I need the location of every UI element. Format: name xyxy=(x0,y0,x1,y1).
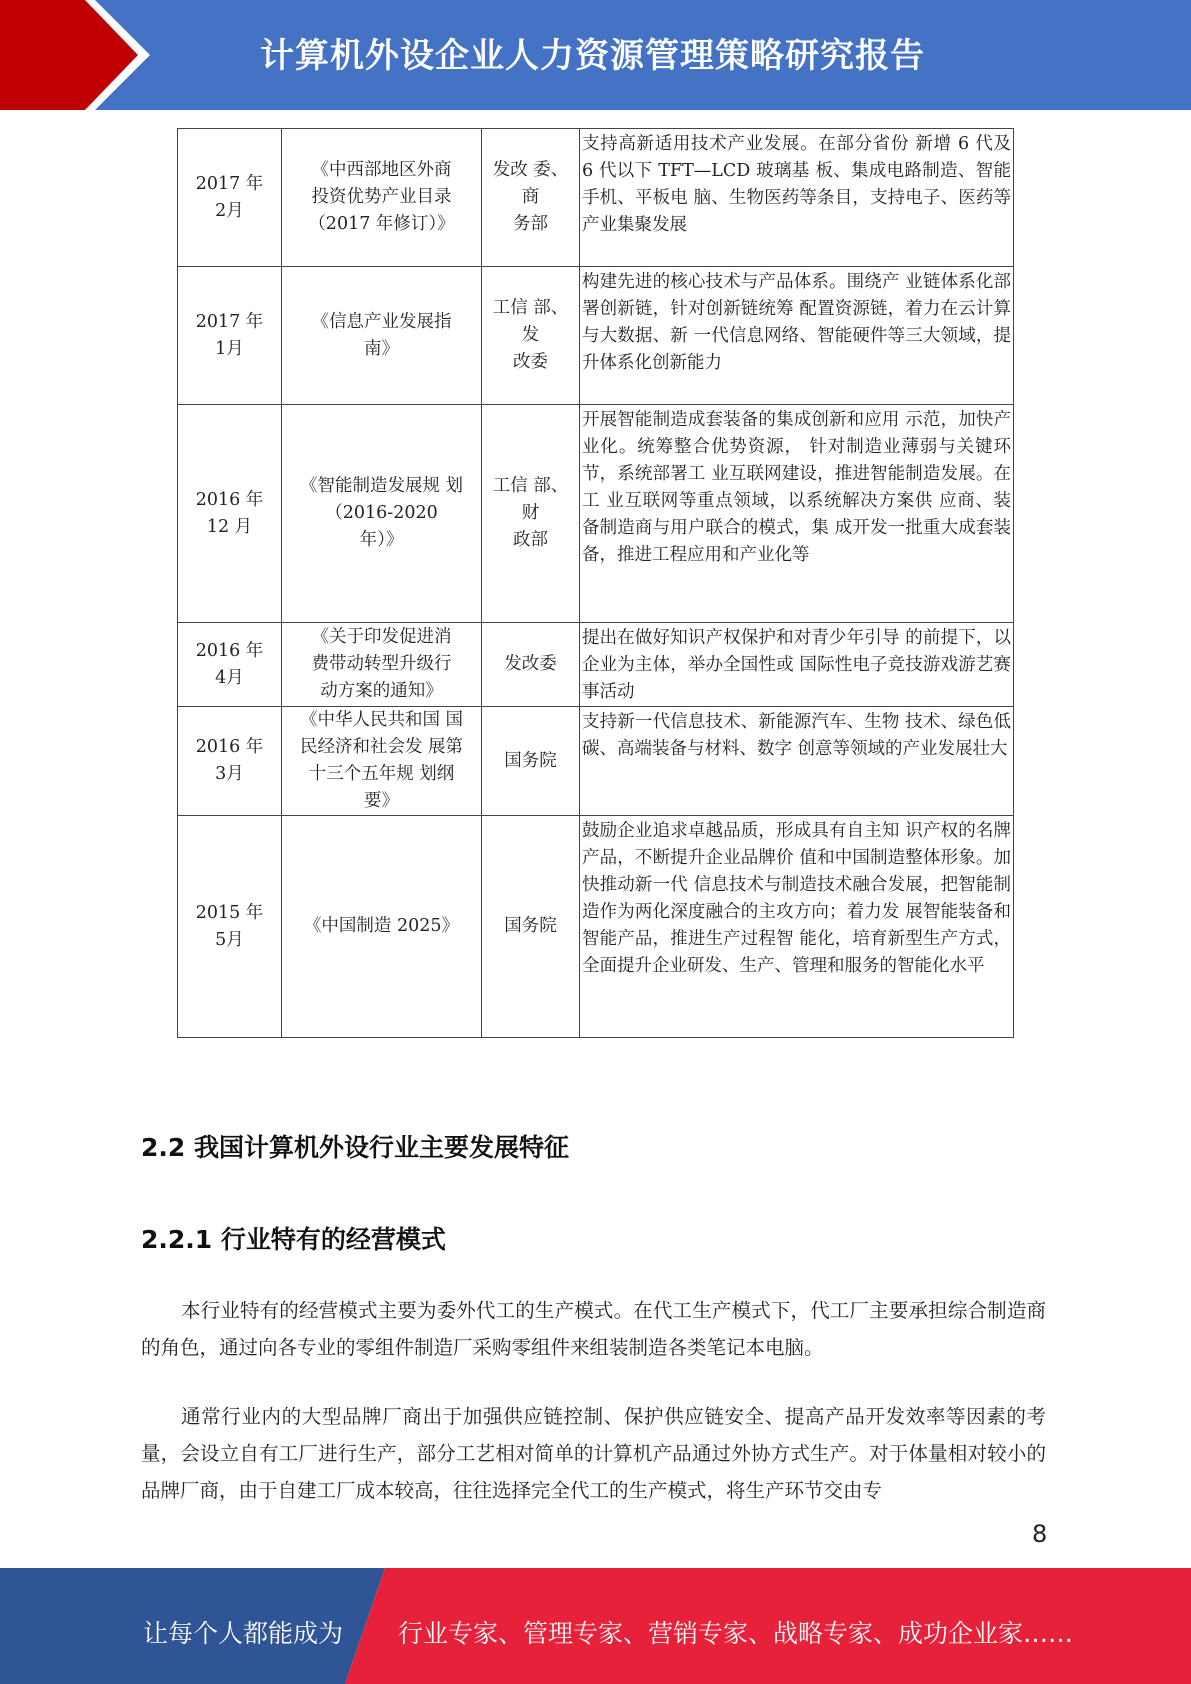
date-cell-line: 2015 年 xyxy=(195,902,264,923)
document-cell-line: 《中华人民共和国 国 xyxy=(299,710,464,730)
department-cell xyxy=(482,707,580,816)
table-row xyxy=(178,267,1014,405)
department-cell-line: 发改 委、 xyxy=(492,160,569,180)
date-cell xyxy=(178,707,282,816)
date-cell-line: 2017 年 xyxy=(195,311,264,332)
department-cell-line: 国务院 xyxy=(504,916,557,936)
document-cell-line: 《关于印发促进消 xyxy=(311,627,452,647)
date-cell xyxy=(178,816,282,1038)
date-cell-line: 3月 xyxy=(215,764,244,784)
description-cell: 开展智能制造成套装备的集成创新和应用 示范，加快产业化。统筹整合优势资源， 针对制造业薄弱与关键环节，系统部署工 业互联网建设，推进智能制造发展。在工 业互联网等重点领域，以系统解决方案供 应商、装备制造商与用户联合的模式，集 成开发一批重大成套装备，推进工程应用和产业化等 xyxy=(580,405,1014,623)
description-cell: 支持高新适用技术产业发展。在部分省份 新增 6 代及 6 代以下 TFT—LCD 玻璃基 板、集成电路制造、智能手机、平板电 脑、生物医药等条目，支持电子、医药等 产业集聚发展 xyxy=(580,129,1014,267)
department-cell xyxy=(482,129,580,267)
document-cell-line: 年）》 xyxy=(359,530,404,550)
section-heading-2-2: 2.2 我国计算机外设行业主要发展特征 xyxy=(141,1133,569,1162)
policy-table xyxy=(177,128,1014,1038)
department-cell-line: 工信 部、 xyxy=(492,298,569,318)
description-cell: 构建先进的核心技术与产品体系。围绕产 业链体系化部署创新链，针对创新链统筹 配置资源链，着力在云计算与大数据、新 一代信息网络、智能硬件等三大领域，提 升体系化创新能力 xyxy=(580,267,1014,405)
table-row xyxy=(178,405,1014,623)
document-cell-line: 南》 xyxy=(364,338,399,359)
document-cell-line: 《信息产业发展指 xyxy=(311,311,452,332)
table-row xyxy=(178,816,1014,1038)
date-cell-line: 2016 年 xyxy=(195,489,264,510)
document-cell-line: （2016-2020 xyxy=(325,503,438,523)
department-cell-line: 工信 部、 xyxy=(492,476,569,496)
department-cell-line: 国务院 xyxy=(504,750,557,771)
document-cell-line: 动方案的通知》 xyxy=(320,681,443,701)
department-cell xyxy=(482,267,580,405)
document-cell xyxy=(282,707,482,816)
date-cell xyxy=(178,405,282,623)
document-cell-line: 要》 xyxy=(364,791,399,811)
department-cell xyxy=(482,623,580,707)
document-cell-line: 民经济和社会发 展第 xyxy=(299,737,464,757)
document-cell-line: 《智能制造发展规 划 xyxy=(299,476,464,496)
department-cell-line: 务部 xyxy=(513,214,548,234)
document-cell-line: 《中西部地区外商 xyxy=(311,160,452,180)
footer-slogan-left: 让每个人都能成为 xyxy=(143,1619,344,1648)
date-cell xyxy=(178,129,282,267)
department-cell-line: 政部 xyxy=(513,530,548,550)
document-cell xyxy=(282,129,482,267)
document-cell xyxy=(282,816,482,1038)
document-cell xyxy=(282,405,482,623)
document-cell-line: 十三个五年规 划纲 xyxy=(308,764,455,784)
document-cell xyxy=(282,267,482,405)
date-cell-line: 2016 年 xyxy=(195,640,264,661)
date-cell-line: 12 月 xyxy=(206,516,253,537)
department-cell-line: 发改委 xyxy=(504,654,557,674)
document-cell-line: （2017 年修订）》 xyxy=(308,214,455,234)
page-footer xyxy=(0,1568,1191,1684)
description-cell: 提出在做好知识产权保护和对青少年引导 的前提下，以企业为主体，举办全国性或 国际性电子竞技游戏游艺赛事活动 xyxy=(580,623,1014,707)
department-cell-line: 财 xyxy=(521,503,540,523)
date-cell-line: 5月 xyxy=(215,929,244,950)
document-cell-line: 投资优势产业目录 xyxy=(311,187,452,207)
date-cell-line: 2017 年 xyxy=(195,173,264,194)
date-cell xyxy=(178,623,282,707)
description-cell: 鼓励企业追求卓越品质，形成具有自主知 识产权的名牌产品，不断提升企业品牌价 值和中国制造整体形象。加快推动新一代 信息技术与制造技术融合发展，把智能制 造作为两化深度融合的主攻方向；着力发 展智能装备和智能产品，推进生产过程智 能化，培育新型生产方式，全面提升企业研发、生产、管理和服务的智能化水平 xyxy=(580,816,1014,1038)
department-cell xyxy=(482,816,580,1038)
table-row xyxy=(178,623,1014,707)
footer-slogan-right: 行业专家、管理专家、营销专家、战略专家、成功企业家…… xyxy=(398,1619,1074,1648)
header-arrow-accent xyxy=(0,0,150,110)
table-row xyxy=(178,129,1014,267)
table-row xyxy=(178,707,1014,816)
date-cell xyxy=(178,267,282,405)
page-number: 8 xyxy=(1032,1520,1048,1548)
department-cell xyxy=(482,405,580,623)
date-cell-line: 2月 xyxy=(215,200,244,221)
body-paragraph: 本行业特有的经营模式主要为委外代工的生产模式。在代工生产模式下，代工厂主要承担综合制造商的角色，通过向各专业的零组件制造厂采购零组件来组装制造各类笔记本电脑。 xyxy=(141,1299,1046,1359)
body-paragraph: 通常行业内的大型品牌厂商出于加强供应链控制、保护供应链安全、提高产品开发效率等因素的考量，会设立自有工厂进行生产，部分工艺相对简单的计算机产品通过外协方式生产。对于体量相对较小的品牌厂商，由于自建工厂成本较高，往往选择完全代工的生产模式，将生产环节交由专 xyxy=(141,1405,1046,1502)
report-title: 计算机外设企业人力资源管理策略研究报告 xyxy=(260,36,925,76)
document-cell xyxy=(282,623,482,707)
date-cell-line: 4月 xyxy=(215,667,244,688)
section-heading-2-2-1: 2.2.1 行业特有的经营模式 xyxy=(141,1225,446,1254)
document-cell-line: 费带动转型升级行 xyxy=(311,654,452,674)
page-header xyxy=(0,0,1191,110)
department-cell-line: 改委 xyxy=(513,352,548,372)
date-cell-line: 2016 年 xyxy=(195,737,264,757)
department-cell-line: 商 xyxy=(521,187,540,207)
department-cell-line: 发 xyxy=(521,325,540,345)
description-cell: 支持新一代信息技术、新能源汽车、生物 技术、绿色低碳、高端装备与材料、数字 创意等领域的产业发展壮大 xyxy=(580,707,1014,816)
document-cell-line: 《中国制造 2025》 xyxy=(303,916,460,936)
date-cell-line: 1月 xyxy=(215,338,244,359)
